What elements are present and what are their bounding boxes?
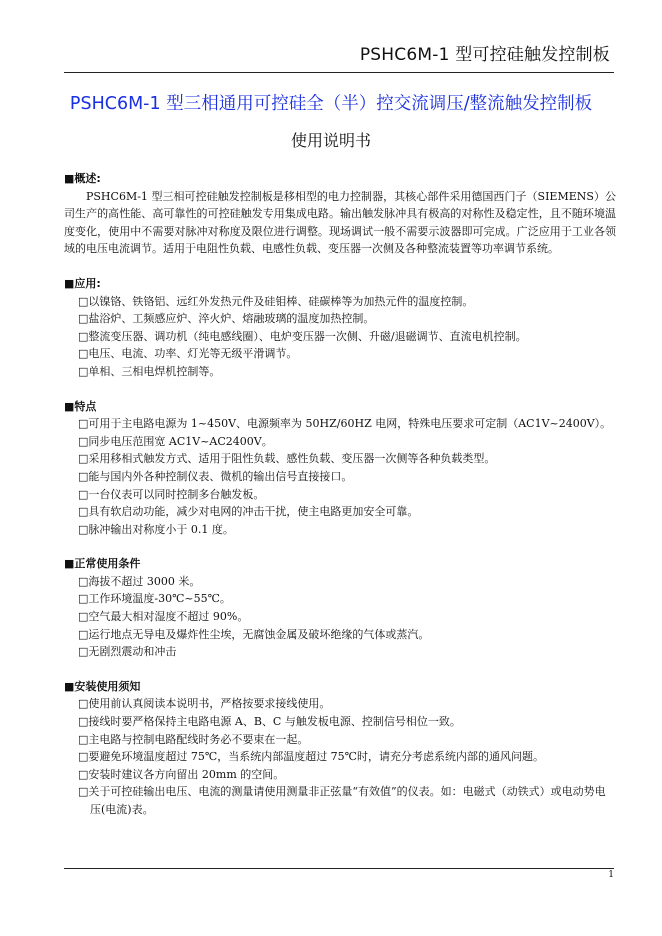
- document-title: PSHC6M-1 型三相通用可控硅全（半）控交流调压/整流触发控制板: [69, 94, 593, 114]
- list-item: □使用前认真阅读本说明书，严格按要求接线使用。: [78, 697, 331, 711]
- list-item: □主电路与控制电路配线时务必不要束在一起。: [78, 732, 309, 746]
- features-heading: ■特点: [64, 399, 97, 413]
- list-item: □单相、三相电焊机控制等。: [78, 364, 221, 378]
- list-item: □具有软启动功能，减少对电网的冲击干扰，使主电路更加安全可靠。: [78, 505, 419, 519]
- applications-list: [64, 293, 616, 381]
- footer-divider: [64, 868, 614, 869]
- list-item: □脉冲输出对称度小于 0.1 度。: [78, 522, 234, 536]
- list-item: □海拔不超过 3000 米。: [78, 574, 201, 588]
- list-item: □运行地点无导电及爆炸性尘埃，无腐蚀金属及破坏绝缘的气体或蒸汽。: [78, 627, 430, 641]
- overview-heading: ■概述:: [64, 172, 101, 185]
- conditions-heading: ■正常使用条件: [64, 557, 141, 571]
- document-subtitle: 使用说明书: [290, 131, 371, 150]
- installation-heading: ■安装使用须知: [64, 679, 141, 693]
- document-body: [64, 170, 616, 819]
- applications-heading: ■应用:: [64, 276, 101, 290]
- conditions-list: [64, 573, 616, 661]
- list-item: □关于可控硅输出电压、电流的测量请使用测量非正弦量“有效值”的仪表。如：电磁式（动铁式）或电动势电压(电流)表。: [78, 785, 606, 816]
- list-item: □无剧烈震动和冲击: [78, 645, 177, 659]
- list-item: □电压、电流、功率、灯光等无级平滑调节。: [78, 347, 298, 361]
- list-item: □空气最大相对湿度不超过 90%。: [78, 610, 249, 624]
- list-item: □要避免环境温度超过 75℃，当系统内部温度超过 75℃时，请充分考虑系统内部的通风问题。: [78, 750, 544, 764]
- list-item: □盐浴炉、工频感应炉、淬火炉、熔融玻璃的温度加热控制。: [78, 312, 375, 326]
- list-item: □同步电压范围宽 AC1V~AC2400V。: [78, 434, 273, 448]
- list-item: □工作环境温度-30℃~55℃。: [78, 592, 231, 606]
- list-item: □一台仪表可以同时控制多台触发板。: [78, 487, 265, 501]
- list-item: □采用移相式触发方式、适用于阻性负载、感性负载、变压器一次侧等各种负载类型。: [78, 452, 496, 466]
- list-item: □整流变压器、调功机（纯电感线圈）、电炉变压器一次侧、升磁/退磁调节、直流电机控制。: [78, 329, 527, 343]
- overview-paragraph: PSHC6M-1 型三相可控硅触发控制板是移相型的电力控制器，其核心部件采用德国西门子（SIEMENS）公司生产的高性能、高可靠性的可控硅触发专用集成电路。输出触发脉冲具有极高的对称性及稳定性，且不随环境温度变化，使用中不需要对脉冲对称度及限位进行调整。现场调试一般不需要示波器即可完成。广泛应用于工业各领域的电压电流调节。适用于电阻性负载、电感性负载、变压器一次侧及各种整流装置等功率调节系统。: [64, 189, 616, 256]
- list-item: □接线时要严格保持主电路电源 A、B、C 与触发板电源、控制信号相位一致。: [78, 715, 461, 729]
- features-list: [64, 415, 616, 538]
- header-divider: [64, 72, 614, 73]
- page-number: 1: [608, 870, 614, 880]
- running-header-title: PSHC6M-1 型可控硅触发控制板: [359, 45, 610, 65]
- list-item: □以镍铬、铁铬铝、远红外发热元件及硅钼棒、硅碳棒等为加热元件的温度控制。: [78, 294, 474, 308]
- list-item: □安装时建议各方向留出 20mm 的空间。: [78, 767, 285, 781]
- list-item: □能与国内外各种控制仪表、微机的输出信号直接接口。: [78, 469, 353, 483]
- list-item: □可用于主电路电源为 1~450V、电源频率为 50HZ/60HZ 电网，特殊电压要求可定制（AC1V~2400V）。: [78, 417, 612, 431]
- installation-list: [64, 695, 616, 818]
